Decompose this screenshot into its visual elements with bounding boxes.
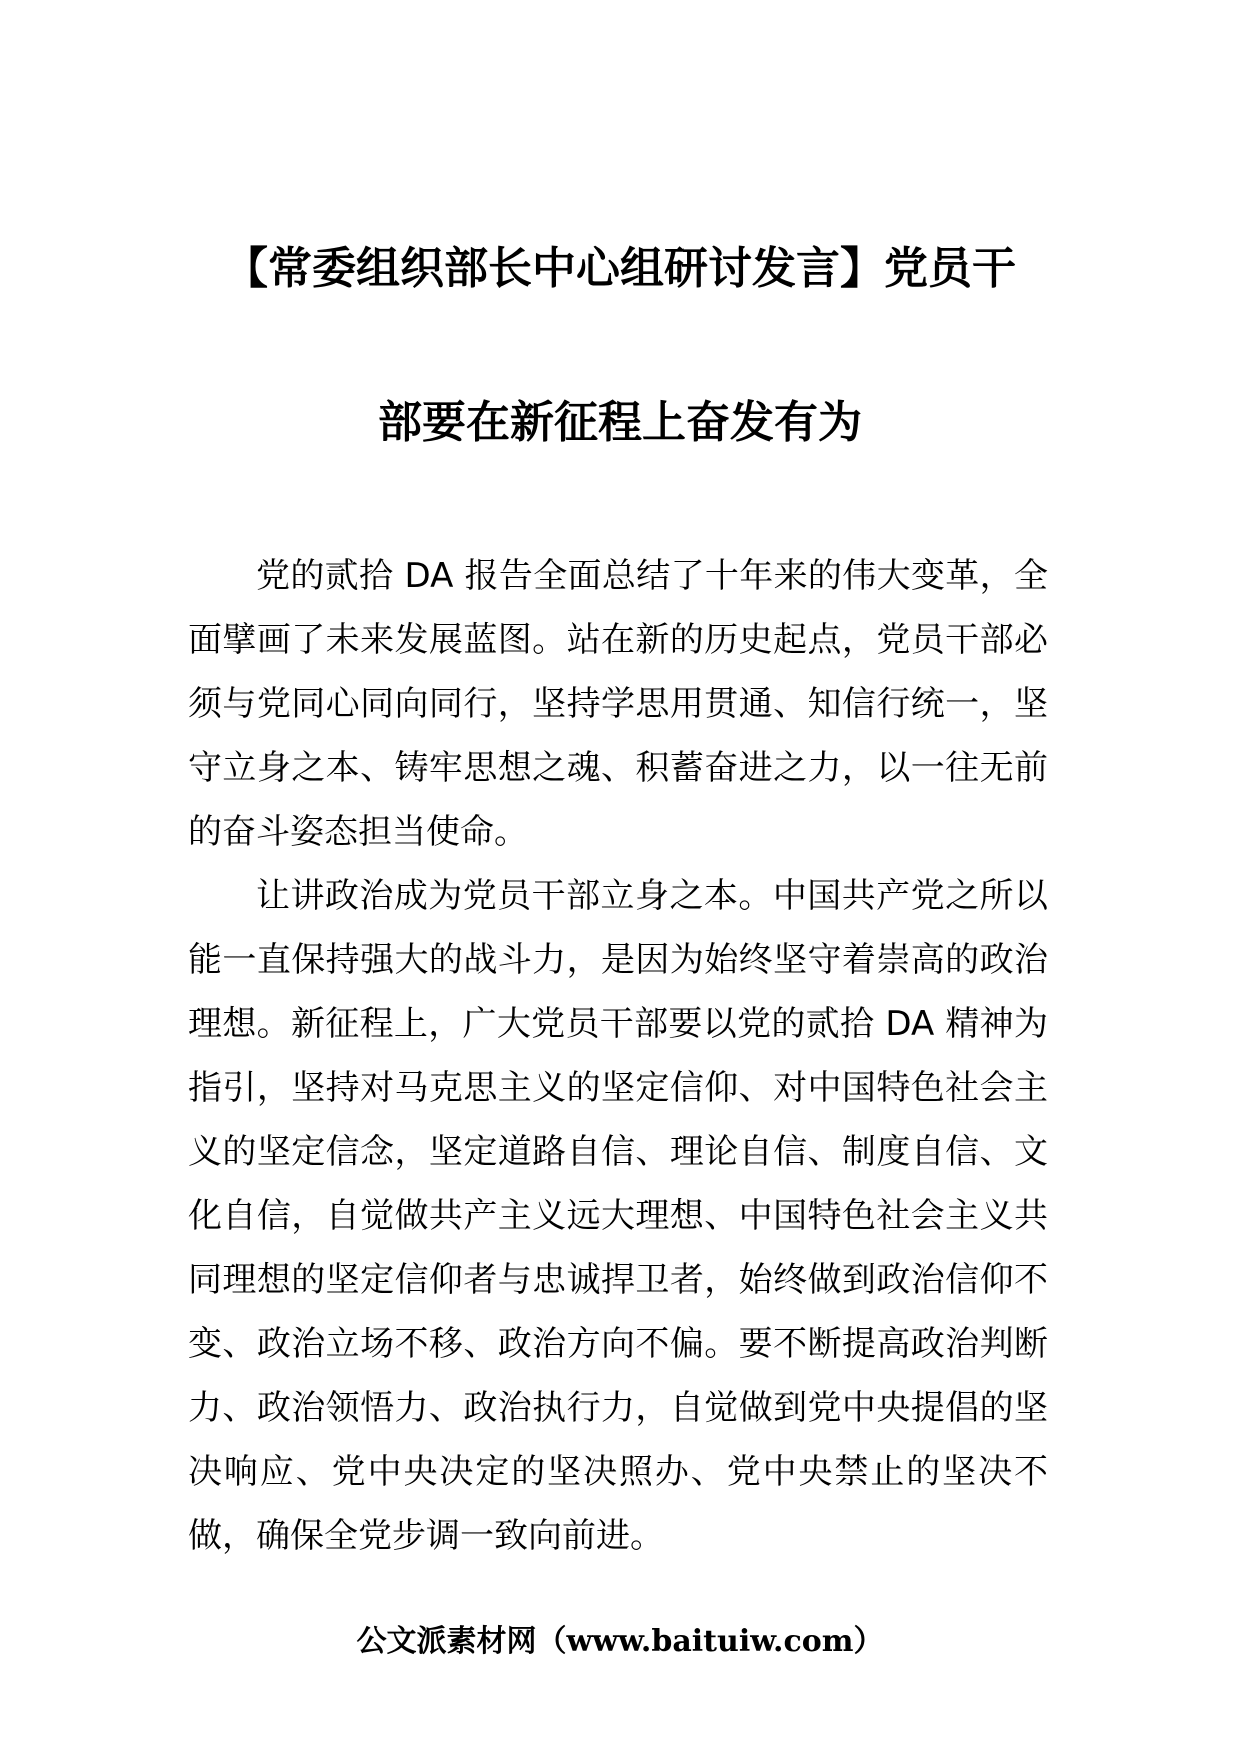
document-title: [140, 192, 1100, 500]
body-paragraph: 党的贰拾 DA 报告全面总结了十年来的伟大变革，全面擘画了未来发展蓝图。站在新的历史起点，党员干部必须与党同心同向同行，坚持学思用贯通、知信行统一，坚守立身之本、铸牢思想之魂、积蓄奋进之力，以一往无前的奋斗姿态担当使命。: [188, 556, 1048, 852]
title-line-2: 部要在新征程上奋发有为: [378, 397, 862, 448]
footer-source: 公文派素材网（www.baituiw.com）: [356, 1624, 884, 1659]
body-paragraph: 让讲政治成为党员干部立身之本。中国共产党之所以能一直保持强大的战斗力，是因为始终坚守着崇高的政治理想。新征程上，广大党员干部要以党的贰拾 DA 精神为指引，坚持对马克思主义的坚定信仰、对中国特色社会主义的坚定信念，坚定道路自信、理论自信、制度自信、文化自信，自觉做共产主义远大理想、中国特色社会主义共同理想的坚定信仰者与忠诚捍卫者，始终做到政治信仰不变、政治立场不移、政治方向不偏。要不断提高政治判断力、政治领悟力、政治执行力，自觉做到党中央提倡的坚决响应、党中央决定的坚决照办、党中央禁止的坚决不做，确保全党步调一致向前进。: [188, 876, 1048, 1556]
title-line-1: 【常委组织部长中心组研讨发言】党员干: [224, 243, 1016, 294]
document-body: [188, 544, 1048, 1568]
